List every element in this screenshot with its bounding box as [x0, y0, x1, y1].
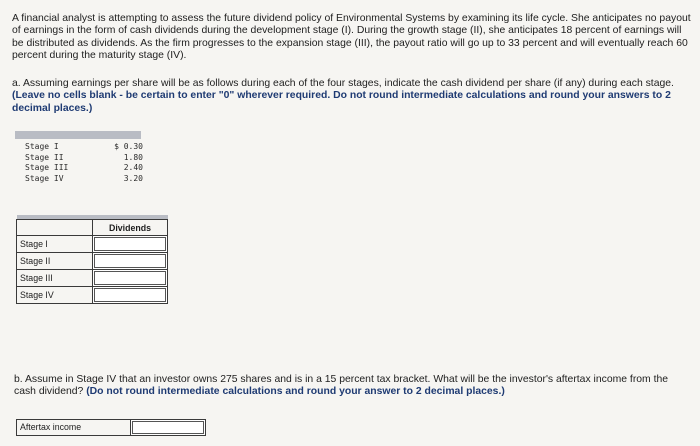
part-a-text: a. Assuming earnings per share will be as follows during each of the four stages, indicate the cash dividend per share (if any) during each stage. — [12, 78, 674, 89]
answer-stage-label: Stage III — [17, 270, 93, 287]
eps-table-header-bar — [15, 131, 141, 139]
eps-stage-label: Stage IV — [25, 173, 64, 183]
eps-value: 3.20 — [123, 173, 143, 183]
answer-stage-label: Stage I — [17, 236, 93, 253]
aftertax-income-input[interactable] — [132, 421, 204, 434]
part-b-instruction: (Do not round intermediate calculations and round your answer to 2 decimal places.) — [86, 386, 505, 398]
eps-value: $ 0.30 — [114, 142, 143, 151]
answer-stage-label: Stage IV — [17, 287, 93, 304]
problem-intro: A financial analyst is attempting to assess the future dividend policy of Environmental Systems by examining its life cycle. She anticipates no payout of earnings in the form of cash dividends during the development stage (I). During the growth stage (II), she anticipates 18 percent of earnings will be distributed as dividends. As the firm progresses to the expansion stage (III), the payout ratio will go up to 33 percent and will eventually reach 60 percent during the maturity stage (IV). — [12, 13, 691, 62]
eps-stage-label: Stage II — [25, 152, 64, 162]
answer-stage-label: Stage II — [17, 253, 93, 270]
aftertax-income-label: Aftertax income — [17, 420, 131, 435]
eps-row — [25, 163, 143, 174]
dividends-column-header: Dividends — [93, 220, 168, 236]
dividend-input-stage-4[interactable] — [94, 288, 166, 302]
answer-table-header-row — [17, 220, 168, 236]
part-b-text: b. Assume in Stage IV that an investor owns 275 shares and is in a 15 percent tax bracket. What will be the investor's aftertax income from the cash dividend? — [14, 374, 669, 398]
part-a-question — [12, 78, 692, 115]
part-a-instruction: (Leave no cells blank - be certain to enter "0" wherever required. Do not round intermediate calculations and round your answers to 2 decimal places.) — [12, 90, 671, 114]
part-b-question — [14, 374, 690, 399]
eps-row — [25, 153, 143, 164]
eps-value: 2.40 — [123, 163, 143, 173]
dividends-answer-table — [16, 215, 168, 304]
eps-table — [25, 142, 143, 184]
answer-row-stage-2 — [17, 253, 168, 270]
answer-row-stage-4 — [17, 287, 168, 304]
answer-row-stage-3 — [17, 270, 168, 287]
dividend-input-stage-1[interactable] — [94, 237, 166, 251]
eps-row — [25, 142, 143, 153]
dividend-input-stage-2[interactable] — [94, 254, 166, 268]
eps-value: 1.80 — [123, 152, 143, 162]
eps-row — [25, 174, 143, 185]
eps-stage-label: Stage III — [25, 163, 69, 173]
eps-stage-label: Stage I — [25, 142, 59, 151]
aftertax-income-row — [16, 419, 206, 436]
answer-table-corner — [17, 220, 93, 236]
dividend-input-stage-3[interactable] — [94, 271, 166, 285]
answer-row-stage-1 — [17, 236, 168, 253]
